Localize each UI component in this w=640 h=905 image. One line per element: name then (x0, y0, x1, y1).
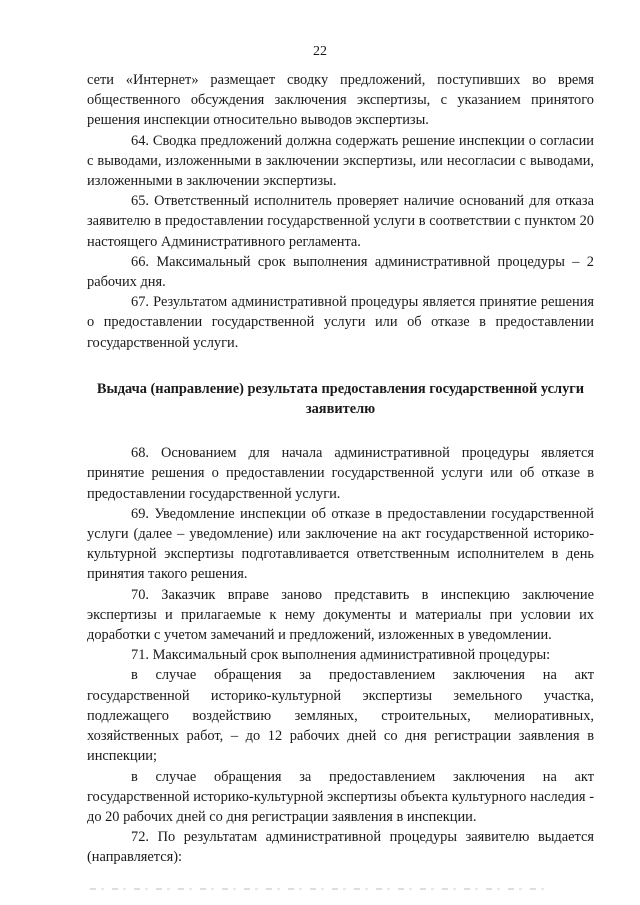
paragraph-continuation: сети «Интернет» размещает сводку предложений, поступивших во время общественного обсуждения заключения экспертизы, с указанием принятого решения инспекции относительно выводов экспертизы. (87, 72, 594, 129)
document-body (87, 70, 594, 868)
scan-artifact-divider (90, 888, 550, 890)
paragraph-71-item-1: в случае обращения за предоставлением заключения на акт государственной историко-культурной экспертизы земельного участка, подлежащего воздействию земляных, строительных, мелиоративных, хозяйственных работ, – до 12 рабочих дней со дня регистрации заявления в инспекции; (87, 667, 594, 765)
paragraph-71: 71. Максимальный срок выполнения административной процедуры: (131, 647, 551, 664)
paragraph-70: 70. Заказчик вправе заново представить в инспекцию заключение экспертизы и прилагаемые к нему документы и материалы при условии их доработки с учетом замечаний и предложений, изложенных в уведомлении. (87, 586, 594, 644)
paragraph-68: 68. Основанием для начала административной процедуры является принятие решения о предоставлении государственной услуги или об отказе в предоставлении государственной услуги. (87, 445, 594, 502)
section-heading: Выдача (направление) результата предоставления государственной услуги заявителю (96, 380, 585, 418)
paragraph-69: 69. Уведомление инспекции об отказе в предоставлении государственной услуги (далее – уведомление) или заключение на акт государственной историко-культурной экспертизы подготавливается ответственным исполнителем в день принятия такого решения. (87, 505, 594, 583)
paragraph-64: 64. Сводка предложений должна содержать решение инспекции о согласии с выводами, изложенными в заключении экспертизы, или несогласии с выводами, изложенными в заключении экспертизы. (87, 132, 594, 190)
paragraph-67: 67. Результатом административной процедуры является принятие решения о предоставлении государственной услуги или об отказе в предоставлении государственной услуги. (87, 294, 594, 351)
paragraph-71-item-2: в случае обращения за предоставлением заключения на акт государственной историко-культурной экспертизы объекта культурного наследия - до 20 рабочих дней со дня регистрации заявления в инспекции. (87, 768, 594, 825)
paragraph-72: 72. По результатам административной процедуры заявителю выдается (направляется): (87, 829, 594, 866)
paragraph-65: 65. Ответственный исполнитель проверяет наличие оснований для отказа заявителю в предоставлении государственной услуги в соответствии с пунктом 20 настоящего Административного регламента. (87, 193, 594, 250)
page-number: 22 (313, 44, 327, 59)
paragraph-66: 66. Максимальный срок выполнения административной процедуры – 2 рабочих дня. (87, 253, 594, 291)
